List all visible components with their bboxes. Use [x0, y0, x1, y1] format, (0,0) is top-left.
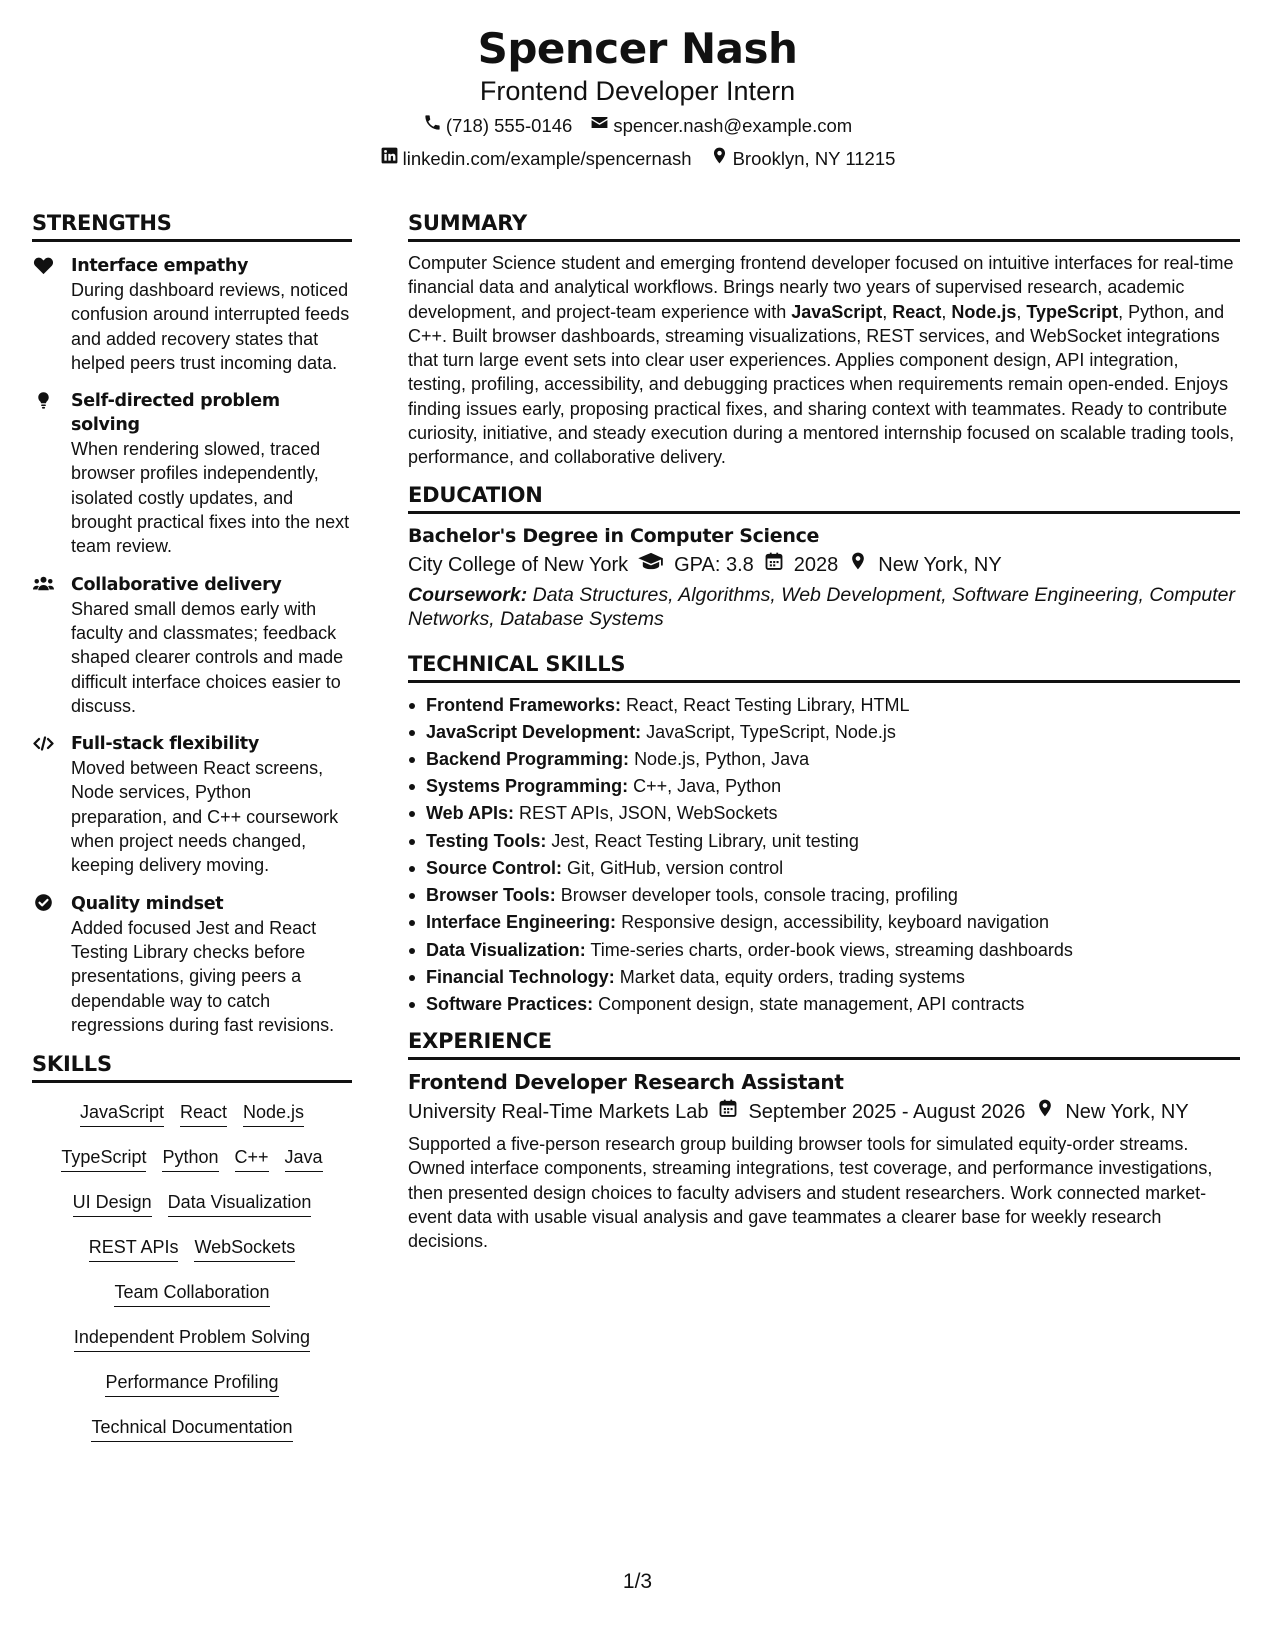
list-item — [408, 692, 1240, 719]
skills-section — [32, 1051, 352, 1451]
calendar-icon — [764, 551, 784, 579]
resume-header — [0, 22, 1275, 171]
skill-label: Interface Engineering: — [426, 912, 617, 933]
degree-title: Bachelor's Degree in Computer Science — [408, 524, 820, 547]
summary-bold: TypeScript — [1026, 301, 1119, 322]
check-circle-icon — [32, 893, 54, 913]
skill-chip: REST APIs — [89, 1235, 179, 1262]
left-column — [32, 210, 352, 1451]
phone-contact — [423, 113, 573, 138]
graduation-cap-icon — [638, 551, 664, 579]
list-item — [408, 800, 1240, 827]
envelope-icon — [590, 113, 609, 138]
gpa-text: GPA: 3.8 — [674, 553, 754, 576]
organization-name: University Real-Time Markets Lab — [408, 1101, 709, 1124]
list-item — [408, 773, 1240, 800]
list-item — [408, 719, 1240, 746]
chip-row — [32, 1136, 352, 1181]
summary-heading: SUMMARY — [408, 210, 1240, 242]
map-pin-icon — [710, 146, 729, 171]
job-dates: September 2025 - August 2026 — [748, 1101, 1026, 1124]
calendar-icon — [718, 1098, 738, 1126]
page-number: 1/3 — [622, 1570, 653, 1593]
map-pin-icon — [848, 551, 868, 579]
list-item — [408, 909, 1240, 936]
experience-heading: EXPERIENCE — [408, 1028, 1240, 1060]
strengths-heading: STRENGTHS — [32, 210, 352, 242]
technical-skills-section — [408, 651, 1240, 1018]
list-item — [408, 746, 1240, 773]
phone-text: (718) 555-0146 — [445, 114, 573, 136]
list-item — [408, 882, 1240, 909]
school-name: City College of New York — [408, 553, 629, 576]
skill-chip: React — [180, 1100, 227, 1127]
linkedin-contact[interactable] — [380, 146, 692, 171]
skills-heading: SKILLS — [32, 1051, 352, 1083]
lightbulb-icon — [32, 390, 54, 410]
technical-skills-list — [408, 692, 1240, 1018]
technical-skills-heading: TECHNICAL SKILLS — [408, 651, 1240, 683]
list-item — [408, 991, 1240, 1018]
contact-row-2 — [0, 146, 1275, 171]
strength-desc: Added focused Jest and React Testing Library checks before presentations, giving peers a dependable way to catch regressions during fast revisions. — [71, 917, 335, 1035]
email-text: spencer.nash@example.com — [613, 114, 853, 136]
skill-value: JavaScript, TypeScript, Node.js — [646, 721, 896, 742]
skill-value: Jest, React Testing Library, unit testing — [551, 830, 859, 851]
skill-value: Node.js, Python, Java — [634, 749, 810, 770]
job-location: New York, NY — [1065, 1101, 1189, 1124]
skill-value: Time-series charts, order-book views, streaming dashboards — [590, 939, 1073, 960]
contact-row-1 — [0, 113, 1275, 138]
job-title: Frontend Developer Research Assistant — [408, 1070, 844, 1095]
skill-value: Browser developer tools, console tracing, profiling — [560, 885, 958, 906]
strength-item — [32, 732, 352, 877]
list-item — [408, 828, 1240, 855]
skill-label: Data Visualization: — [426, 939, 586, 960]
skill-chip: Performance Profiling — [105, 1370, 278, 1397]
summary-bold: JavaScript — [791, 301, 883, 322]
skill-chip: Data Visualization — [168, 1190, 312, 1217]
summary-text-part: Computer Science student and emerging frontend developer focused on intuitive interfaces for real-time financial data and analytical workflows. Brings nearly two years of supervised research, academic development, and project-team experience with — [408, 253, 1234, 322]
skill-label: Source Control: — [426, 857, 563, 878]
coursework-label: Coursework: — [408, 583, 528, 606]
strength-title: Collaborative delivery — [71, 574, 282, 595]
strength-item — [32, 892, 352, 1037]
code-icon — [32, 733, 54, 753]
list-item — [408, 937, 1240, 964]
skill-label: JavaScript Development: — [426, 721, 642, 742]
candidate-role: Frontend Developer Intern — [479, 76, 796, 106]
skill-chip: Java — [285, 1145, 323, 1172]
education-meta — [408, 551, 1240, 579]
skill-value: Responsive design, accessibility, keyboard navigation — [621, 912, 1049, 933]
strength-title: Full-stack flexibility — [71, 734, 259, 755]
chip-row — [32, 1316, 352, 1361]
skill-value: C++, Java, Python — [633, 776, 782, 797]
strength-item — [32, 254, 352, 375]
strength-title: Self-directed problem solving — [71, 391, 280, 436]
strength-title: Quality mindset — [71, 893, 224, 914]
strength-item — [32, 389, 352, 558]
skill-chip: Node.js — [243, 1100, 304, 1127]
experience-section — [408, 1028, 1240, 1253]
chip-row — [32, 1091, 352, 1136]
job-meta — [408, 1098, 1240, 1126]
coursework-list: Data Structures, Algorithms, Web Development, Software Engineering, Computer Networks, Database Systems — [408, 583, 1235, 630]
skill-value: Market data, equity orders, trading systems — [619, 966, 965, 987]
linkedin-icon — [380, 146, 399, 171]
skill-value: Component design, state management, API contracts — [598, 993, 1025, 1014]
candidate-name: Spencer Nash — [477, 24, 798, 73]
users-icon — [32, 574, 54, 594]
strength-item — [32, 573, 352, 718]
chip-row — [32, 1361, 352, 1406]
phone-icon — [423, 113, 442, 138]
chip-row — [32, 1271, 352, 1316]
strength-desc: Shared small demos early with faculty and classmates; feedback shaped clearer controls and made difficult interface choices easier to discuss. — [71, 598, 344, 716]
education-section — [408, 482, 1240, 631]
skill-label: Web APIs: — [426, 803, 515, 824]
skill-chip: JavaScript — [80, 1100, 164, 1127]
strength-desc: When rendering slowed, traced browser profiles independently, isolated costly updates, and brought practical fixes into the next team review. — [71, 439, 350, 557]
chip-row — [32, 1406, 352, 1451]
summary-text-part: , Python, and C++. Built browser dashboards, streaming visualizations, REST services, and WebSocket integrations that turn large event sets into clear user experiences. Applies component design, API integration, testing, profiling, accessibility, and debugging practices when requirements remain open-ended. Enjoys finding issues early, proposing practical fixes, and sharing context with teammates. Ready to contribute curiosity, initiative, and steady execution during a mentored internship focused on scalable trading tools, performance, and collaborative delivery. — [408, 301, 1235, 468]
graduation-year: 2028 — [793, 553, 839, 576]
skill-label: Financial Technology: — [426, 966, 615, 987]
skill-chip: C++ — [235, 1145, 269, 1172]
heart-icon — [32, 255, 54, 275]
skill-chip: Independent Problem Solving — [74, 1325, 310, 1352]
skill-label: Frontend Frameworks: — [426, 694, 622, 715]
map-pin-icon — [1035, 1098, 1055, 1126]
list-item — [408, 964, 1240, 991]
job-description: Supported a five-person research group building browser tools for simulated equity-order streams. Owned interface components, streaming integrations, test coverage, and performance investigations, then presented design choices to faculty advisers and student researchers. Work connected market-event data with usable visual analysis and gave teammates a clearer base for weekly research decisions. — [408, 1134, 1213, 1252]
strength-desc: Moved between React screens, Node services, Python preparation, and C++ coursework when project needs changed, keeping delivery moving. — [71, 758, 339, 876]
school-location: New York, NY — [878, 553, 1002, 576]
summary-bold: React — [892, 301, 942, 322]
email-contact[interactable] — [590, 113, 852, 138]
skill-chip: TypeScript — [61, 1145, 146, 1172]
location-text: Brooklyn, NY 11215 — [732, 147, 896, 169]
skill-chip: WebSockets — [194, 1235, 295, 1262]
summary-section — [408, 210, 1240, 470]
list-item — [408, 855, 1240, 882]
summary-text: Computer Science student and emerging frontend developer focused on intuitive interfaces for real-time financial data and analytical workflows. Brings nearly two years of supervised research, academic development, and project-team experience with JavaScript, React, Node.js, TypeScript, Python, and C++. Built browser dashboards, streaming visualizations, REST services, and WebSocket integrations that turn large event sets into clear user experiences. Applies component design, API integration, testing, profiling, accessibility, and debugging practices when requirements remain open-ended. Enjoys finding issues early, proposing practical fixes, and sharing context with teammates. Ready to contribute curiosity, initiative, and steady execution during a mentored internship focused on scalable trading tools, performance, and collaborative delivery. — [408, 253, 1235, 468]
skill-value: REST APIs, JSON, WebSockets — [519, 803, 778, 824]
linkedin-text: linkedin.com/example/spencernash — [402, 147, 692, 169]
skill-chips — [32, 1091, 352, 1451]
skill-chip: UI Design — [73, 1190, 152, 1217]
coursework — [408, 583, 1240, 631]
skill-chip: Python — [162, 1145, 218, 1172]
strengths-list — [32, 254, 352, 1037]
skill-label: Testing Tools: — [426, 830, 547, 851]
skill-chip: Technical Documentation — [91, 1415, 292, 1442]
strength-desc: During dashboard reviews, noticed confusion around interrupted feeds and added recovery states that helped peers trust incoming data. — [71, 280, 350, 373]
education-heading: EDUCATION — [408, 482, 1240, 514]
location-contact — [710, 146, 896, 171]
summary-bold: Node.js — [951, 301, 1017, 322]
skill-value: Git, GitHub, version control — [567, 857, 784, 878]
skill-label: Systems Programming: — [426, 776, 629, 797]
chip-row — [32, 1226, 352, 1271]
skill-value: React, React Testing Library, HTML — [626, 694, 910, 715]
skill-label: Backend Programming: — [426, 749, 630, 770]
skill-chip: Team Collaboration — [114, 1280, 269, 1307]
skill-label: Browser Tools: — [426, 885, 556, 906]
strength-title: Interface empathy — [71, 256, 249, 276]
chip-row — [32, 1181, 352, 1226]
skill-label: Software Practices: — [426, 993, 594, 1014]
right-column — [408, 210, 1240, 1254]
